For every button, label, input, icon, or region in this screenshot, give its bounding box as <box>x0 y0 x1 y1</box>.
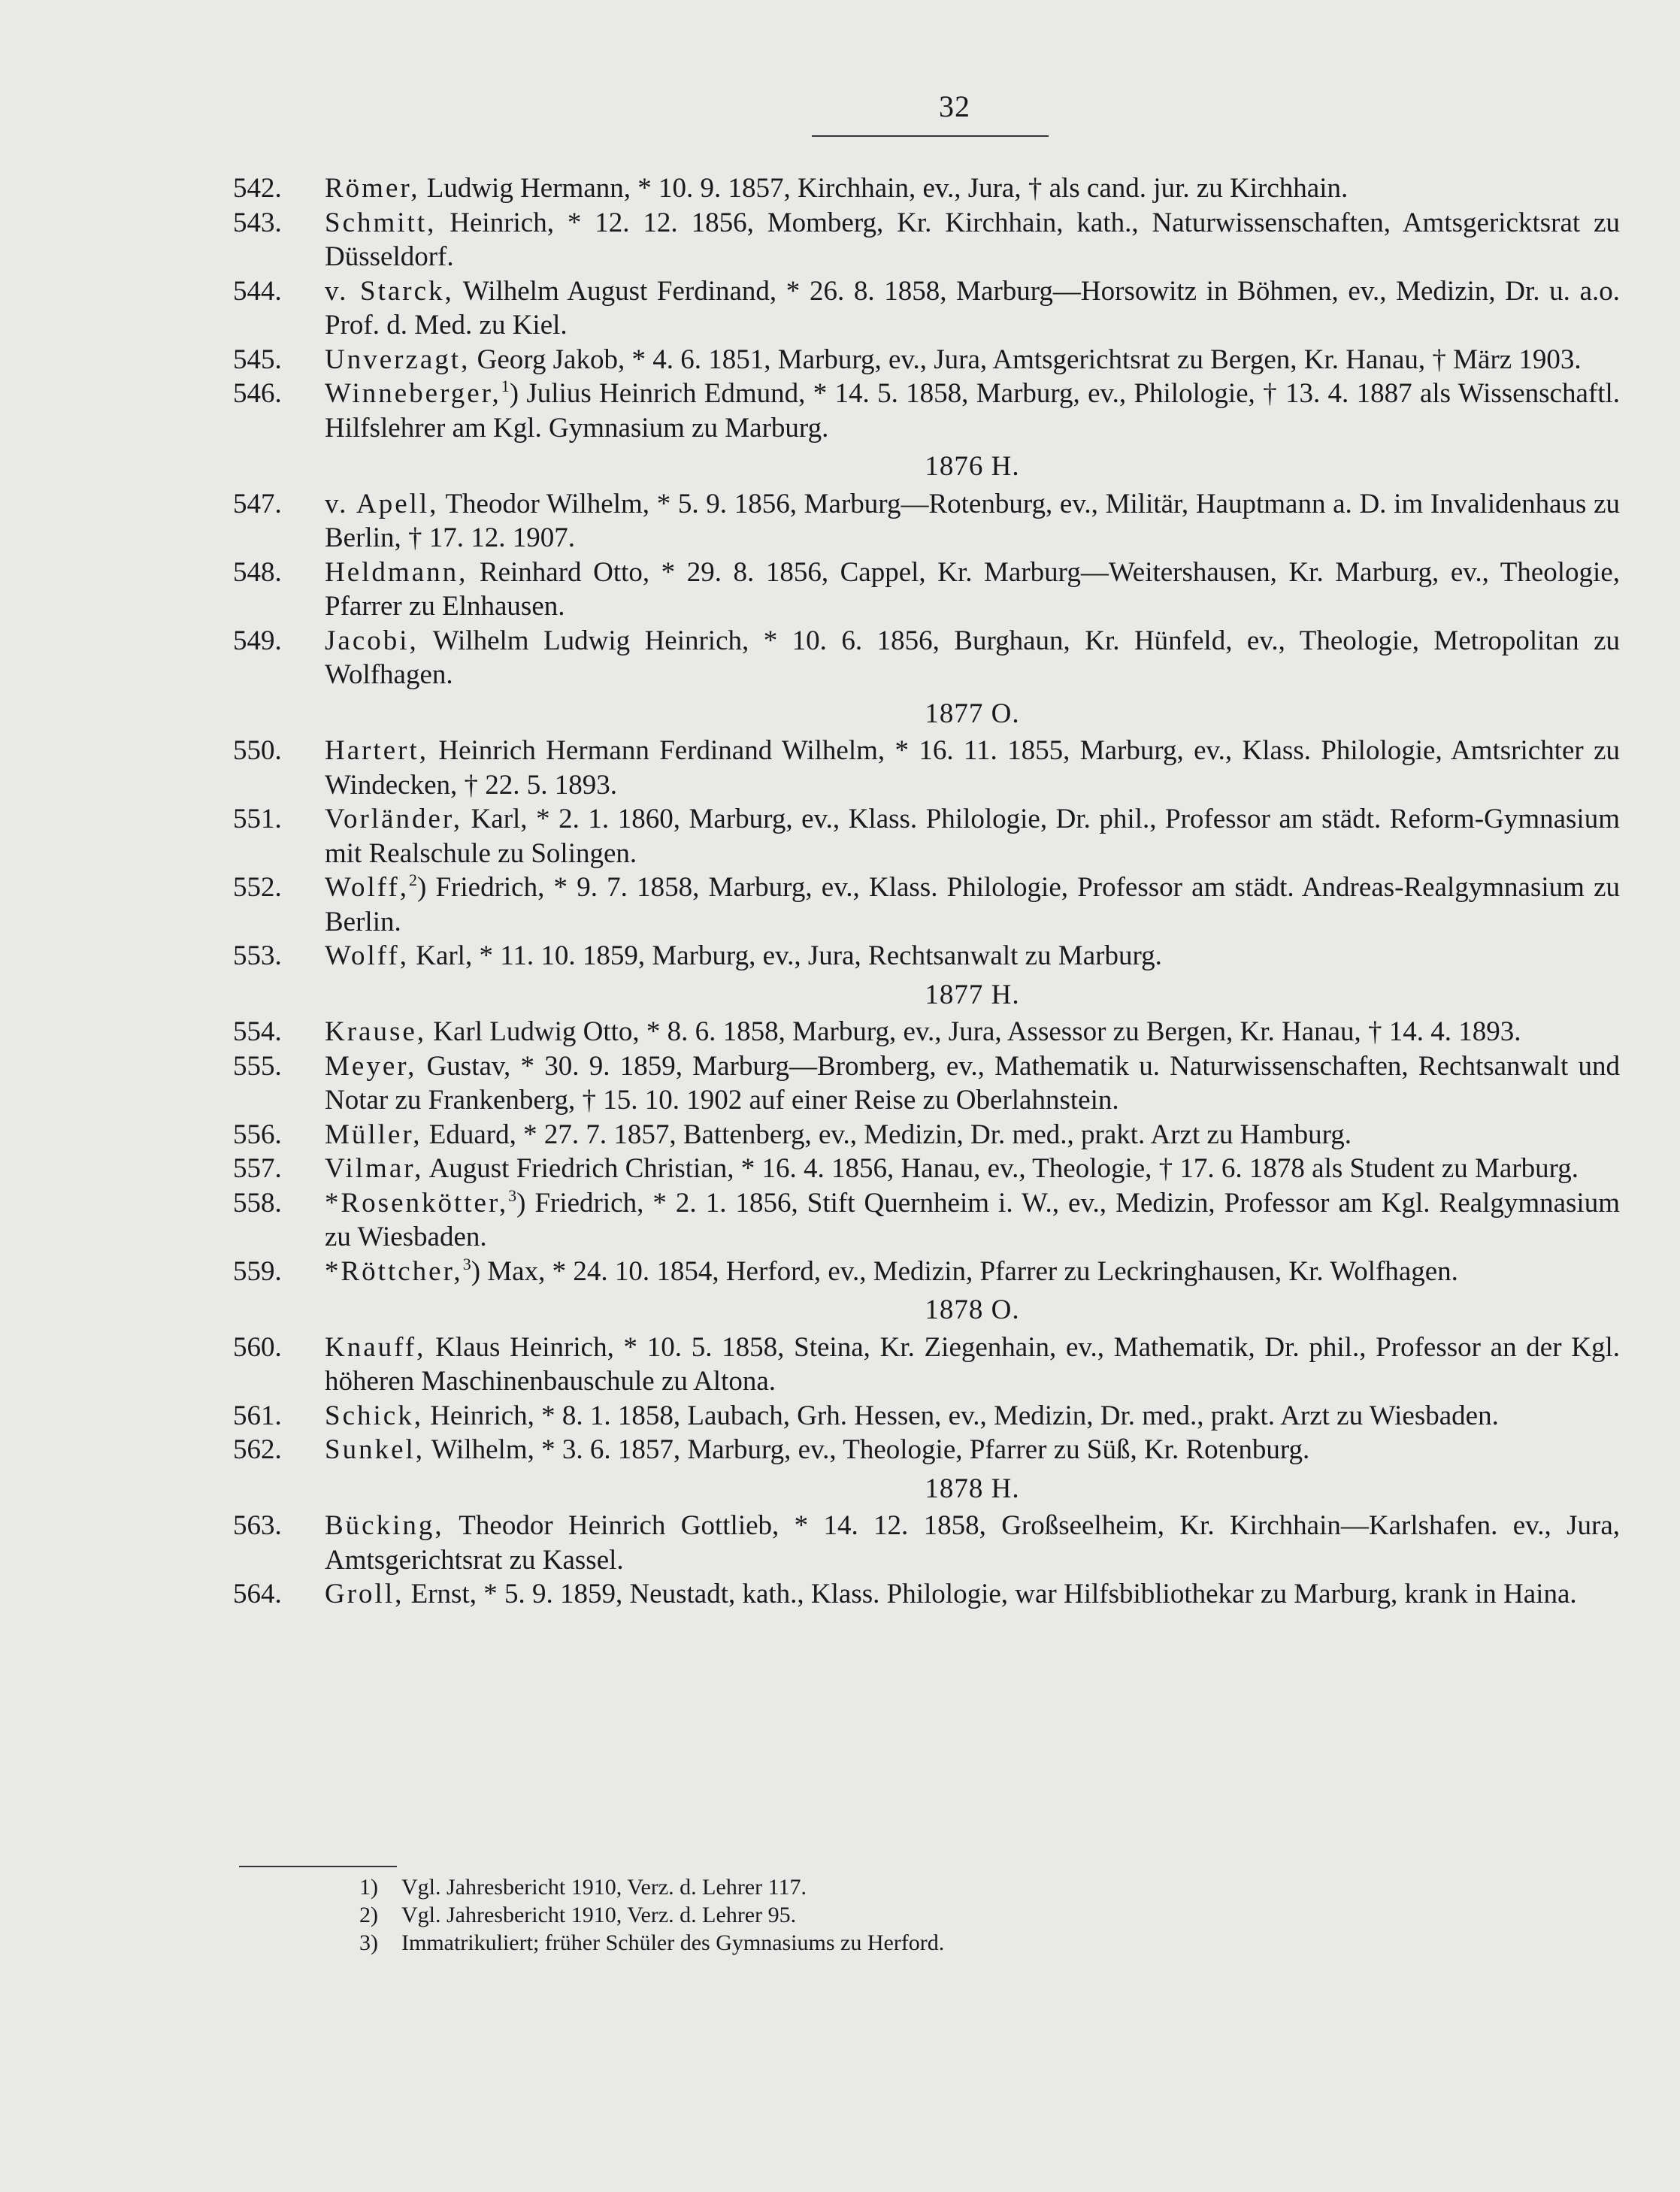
entry-details: ) Julius Heinrich Edmund, * 14. 5. 1858, Marburg, ev., Philologie, † 13. 4. 1887 als Wissenschaftl. Hilfslehrer am Kgl. Gymnasium zu Marburg. <box>325 378 1620 444</box>
entry-surname: Bücking, <box>325 1510 444 1541</box>
entry-number: 562. <box>233 1434 282 1465</box>
register-entry <box>233 1331 1620 1399</box>
footnote-marker: 2 <box>408 870 417 889</box>
footnote-marker: 3 <box>508 1185 517 1205</box>
entry-number: 548. <box>233 556 282 588</box>
entry-number: 553. <box>233 940 282 971</box>
entry-number: 557. <box>233 1153 282 1184</box>
entry-details: Georg Jakob, * 4. 6. 1851, Marburg, ev., Jura, Amtsgerichtsrat zu Bergen, Kr. Hanau, † März 1903. <box>470 344 1582 375</box>
entry-number: 564. <box>233 1579 282 1609</box>
register-entry <box>233 487 1620 556</box>
entry-details: Eduard, * 27. 7. 1857, Battenberg, ev., Medizin, Dr. med., prakt. Arzt zu Hamburg. <box>422 1119 1352 1150</box>
entry-details: Wilhelm August Ferdinand, * 26. 8. 1858, Marburg—Horsowitz in Böhmen, ev., Medizin, Dr. u. a.o. Prof. d. Med. zu Kiel. <box>325 275 1621 341</box>
entry-surname: v. Starck, <box>325 275 454 307</box>
entry-details: Wilhelm Ludwig Heinrich, * 10. 6. 1856, Burghaun, Kr. Hünfeld, ev., Theologie, Metropolitan zu Wolfhagen. <box>325 625 1620 690</box>
entry-number: 547. <box>233 488 282 519</box>
register-entry <box>233 870 1620 939</box>
entry-details: August Friedrich Christian, * 16. 4. 1856, Hanau, ev., Theologie, † 17. 6. 1878 als Student zu Marburg. <box>423 1153 1579 1184</box>
header-rule <box>812 135 1049 137</box>
entry-details: ) Friedrich, * 2. 1. 1856, Stift Quernheim i. W., ev., Medizin, Professor am Kgl. Realgymnasium zu Wiesbaden. <box>325 1187 1620 1252</box>
register-list <box>233 171 1620 1612</box>
footnote-text: Vgl. Jahresbericht 1910, Verz. d. Lehrer 117. <box>401 1875 807 1900</box>
entry-details: Gustav, * 30. 9. 1859, Marburg—Bromberg, ev., Mathematik u. Naturwissenschaften, Rechtsanwalt und Notar zu Frankenberg, † 15. 10. 1902 auf einer Reise zu Oberlahnstein. <box>325 1050 1620 1116</box>
register-entry <box>233 1509 1620 1577</box>
entry-number: 556. <box>233 1119 282 1150</box>
footnote-number: 3) <box>359 1930 378 1955</box>
entry-surname: *Röttcher, <box>325 1255 463 1287</box>
footnote-rule <box>239 1866 397 1867</box>
entry-surname: Winneberger, <box>325 378 501 409</box>
entry-surname: *Rosenkötter, <box>325 1187 509 1219</box>
entry-details: Ernst, * 5. 9. 1859, Neustadt, kath., Klass. Philologie, war Hilfsbibliothekar zu Marburg, krank in Haina. <box>404 1579 1577 1609</box>
footnote-marker: 1 <box>501 377 510 395</box>
semester-heading: 1878 O. <box>925 1294 1020 1325</box>
entry-number: 543. <box>233 207 282 238</box>
register-entry <box>233 802 1620 870</box>
entry-surname: Hartert, <box>325 735 429 766</box>
entry-details: Theodor Wilhelm, * 5. 9. 1856, Marburg—Rotenburg, ev., Militär, Hauptmann a. D. im Invalidenhaus zu Berlin, † 17. 12. 1907. <box>325 488 1620 553</box>
entry-number: 542. <box>233 173 282 204</box>
register-entry <box>233 1049 1620 1118</box>
entry-surname: Wolff, <box>325 872 409 903</box>
register-entry <box>233 274 1620 343</box>
entry-surname: Wolff, <box>325 940 409 971</box>
footnote-text: Vgl. Jahresbericht 1910, Verz. d. Lehrer 95. <box>401 1903 797 1927</box>
footnote-marker: 3 <box>462 1254 471 1273</box>
register-entry <box>233 1433 1620 1467</box>
register-entry <box>233 734 1620 802</box>
entry-details: Karl, * 11. 10. 1859, Marburg, ev., Jura, Rechtsanwalt zu Marburg. <box>408 940 1162 971</box>
entry-details: Heinrich, * 8. 1. 1858, Laubach, Grh. Hessen, ev., Medizin, Dr. med., prakt. Arzt zu Wiesbaden. <box>422 1400 1499 1431</box>
entry-surname: Jacobi, <box>325 625 419 656</box>
page-number: 32 <box>939 89 970 123</box>
entry-details: Wilhelm, * 3. 6. 1857, Marburg, ev., Theologie, Pfarrer zu Süß, Kr. Rotenburg. <box>425 1434 1310 1465</box>
entry-details: ) Friedrich, * 9. 7. 1858, Marburg, ev., Klass. Philologie, Professor am städt. Andreas-Realgymnasium zu Berlin. <box>325 872 1620 937</box>
entry-details: Theodor Heinrich Gottlieb, * 14. 12. 1858, Großseelheim, Kr. Kirchhain—Karlshafen. ev., Jura, Amtsgerichtsrat zu Kassel. <box>325 1510 1620 1576</box>
entry-number: 550. <box>233 735 282 766</box>
entry-number: 561. <box>233 1400 282 1431</box>
footnote-text: Immatrikuliert; früher Schüler des Gymnasiums zu Herford. <box>401 1930 945 1955</box>
entry-surname: Sunkel, <box>325 1434 425 1465</box>
entry-surname: Müller, <box>325 1119 422 1150</box>
entry-surname: Römer, <box>325 173 420 204</box>
register-entry <box>233 377 1620 445</box>
entry-surname: v. Apell, <box>325 488 439 519</box>
register-entry <box>233 1118 1620 1152</box>
entry-number: 545. <box>233 344 282 375</box>
entry-details: Heinrich Hermann Ferdinand Wilhelm, * 16. 11. 1855, Marburg, ev., Klass. Philologie, Amtsrichter zu Windecken, † 22. 5. 1893. <box>325 735 1620 801</box>
register-entry <box>233 1399 1620 1434</box>
entry-details: ) Max, * 24. 10. 1854, Herford, ev., Medizin, Pfarrer zu Leckringhausen, Kr. Wolfhagen. <box>471 1255 1458 1287</box>
entry-number: 549. <box>233 625 282 656</box>
entry-surname: Krause, <box>325 1016 427 1047</box>
entry-surname: Knauff, <box>325 1331 426 1363</box>
register-entry <box>233 1015 1620 1049</box>
footnotes <box>359 1873 1562 1957</box>
footnote <box>359 1873 1562 1901</box>
register-entry <box>233 1152 1620 1186</box>
register-entry <box>233 556 1620 624</box>
entry-surname: Unverzagt, <box>325 344 471 375</box>
entry-number: 544. <box>233 275 282 307</box>
register-entry <box>233 1255 1620 1289</box>
entry-number: 563. <box>233 1510 282 1541</box>
footnote-number: 1) <box>359 1875 378 1900</box>
entry-surname: Meyer, <box>325 1050 417 1082</box>
register-entry <box>233 171 1620 206</box>
entry-surname: Vorländer, <box>325 804 462 834</box>
entry-details: Reinhard Otto, * 29. 8. 1856, Cappel, Kr. Marburg—Weitershausen, Kr. Marburg, ev., Theologie, Pfarrer zu Elnhausen. <box>325 556 1620 622</box>
entry-surname: Schick, <box>325 1400 423 1431</box>
entry-number: 554. <box>233 1016 282 1047</box>
register-entry <box>233 1186 1620 1255</box>
entry-details: Klaus Heinrich, * 10. 5. 1858, Steina, Kr. Ziegenhain, ev., Mathematik, Dr. phil., Professor an der Kgl. höheren Maschinenbauschule zu Altona. <box>325 1331 1620 1397</box>
entry-number: 551. <box>233 804 282 834</box>
register-entry <box>233 343 1620 377</box>
semester-heading: 1878 H. <box>925 1473 1020 1504</box>
register-entry <box>233 1577 1620 1612</box>
entry-surname: Groll, <box>325 1579 404 1609</box>
register-entry <box>233 939 1620 973</box>
semester-heading: 1877 H. <box>925 979 1020 1010</box>
entry-number: 546. <box>233 378 282 409</box>
entry-details: Karl, * 2. 1. 1860, Marburg, ev., Klass. Philologie, Dr. phil., Professor am städt. Reform-Gymnasium mit Realschule zu Solingen. <box>325 804 1620 869</box>
entry-number: 560. <box>233 1331 282 1363</box>
entry-details: Karl Ludwig Otto, * 8. 6. 1858, Marburg, ev., Jura, Assessor zu Bergen, Kr. Hanau, † 14. 4. 1893. <box>426 1016 1521 1047</box>
register-entry <box>233 624 1620 692</box>
entry-surname: Heldmann, <box>325 556 468 588</box>
entry-number: 555. <box>233 1050 282 1082</box>
footnote <box>359 1929 1562 1957</box>
entry-details: Ludwig Hermann, * 10. 9. 1857, Kirchhain, ev., Jura, † als cand. jur. zu Kirchhain. <box>419 173 1349 204</box>
entry-number: 558. <box>233 1187 282 1219</box>
register-entry <box>233 206 1620 274</box>
footnote <box>359 1901 1562 1929</box>
footnote-number: 2) <box>359 1903 378 1927</box>
entry-surname: Vilmar, <box>325 1153 424 1184</box>
entry-number: 559. <box>233 1255 282 1287</box>
entry-details: Heinrich, * 12. 12. 1856, Momberg, Kr. Kirchhain, kath., Naturwissenschaften, Amtsgericktsrat zu Düsseldorf. <box>325 207 1620 272</box>
entry-number: 552. <box>233 872 282 903</box>
semester-heading: 1876 H. <box>925 451 1020 482</box>
entry-surname: Schmitt, <box>325 207 437 238</box>
semester-heading: 1877 O. <box>925 698 1020 729</box>
